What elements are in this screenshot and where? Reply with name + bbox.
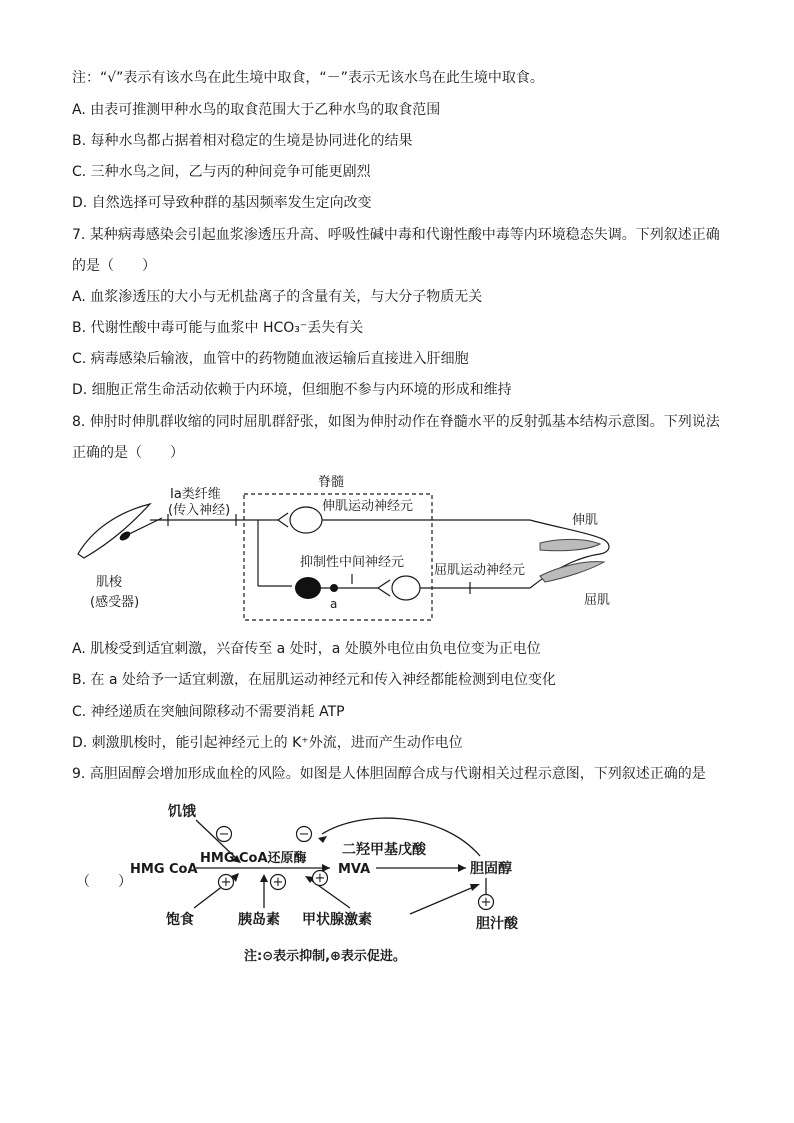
label-spindle-2: (感受器) (90, 595, 140, 610)
extensor-motor-neuron (290, 507, 322, 533)
label-flexor-neuron: 屈肌运动神经元 (434, 563, 526, 578)
q6-option-d: D. 自然选择可导致种群的基因频率发生定向改变 (72, 195, 372, 211)
label-flexor-muscle: 屈肌 (584, 593, 611, 608)
q7-stem-line2: 的是（ ） (72, 258, 156, 274)
label-point-a: a (330, 597, 338, 611)
q7-option-d: D. 细胞正常生命活动依赖于内环境，但细胞不参与内环境的形成和维持 (72, 382, 512, 398)
q8-option-d: D. 刺激肌梭时，能引起神经元上的 K⁺外流，进而产生动作电位 (72, 735, 463, 751)
label-satiety: 饱食 (166, 912, 194, 928)
label-hunger: 饥饿 (168, 804, 196, 820)
inhibit-sign-feedback-text: − (298, 827, 310, 842)
q7-stem-line1: 7. 某种病毒感染会引起血浆渗透压升高、呼吸性碱中毒和代谢性酸中毒等内环境稳态失调。下列叙述正确 (72, 227, 720, 243)
extensor-muscle-shape (540, 539, 600, 550)
flexor-muscle-shape (540, 562, 604, 582)
q6-option-c: C. 三种水鸟之间，乙与丙的种间竞争可能更剧烈 (72, 164, 371, 180)
promote-sign-satiety-text: + (220, 875, 232, 890)
muscle-spindle-shape (78, 504, 150, 558)
diagram-note: 注:⊝表示抑制,⊕表示促进。 (244, 949, 406, 964)
q8-stem-line1: 8. 伸肘时伸肌群收缩的同时屈肌群舒张，如图为伸肘动作在脊髓水平的反射弧基本结构示意图。下列说法 (72, 414, 720, 430)
label-spinal-cord: 脊髓 (318, 475, 345, 490)
promote-sign-thyroid-text: + (314, 871, 326, 886)
q8-option-b: B. 在 a 处给予一适宜刺激，在屈肌运动神经元和传入神经都能检测到电位变化 (72, 672, 556, 688)
q6-option-b: B. 每种水鸟都占据着相对稳定的生境是协同进化的结果 (72, 133, 413, 149)
label-reductase: HMG CoA还原酶 (200, 851, 307, 866)
label-hydroxy-acid: 二羟甲基戊酸 (342, 842, 426, 858)
q6-option-a: A. 由表可推测甲种水鸟的取食范围大于乙种水鸟的取食范围 (72, 102, 441, 118)
label-fiber-2: (传入神经) (168, 503, 231, 518)
inhibitory-interneuron (295, 577, 321, 599)
q8-stem-line2: 正确的是（ ） (72, 445, 184, 461)
label-extensor-neuron: 伸肌运动神经元 (322, 499, 414, 514)
label-insulin: 胰岛素 (238, 912, 280, 928)
label-extensor-muscle: 伸肌 (572, 513, 599, 528)
label-bile-acid: 胆汁酸 (476, 916, 518, 932)
label-inhibitory-neuron: 抑制性中间神经元 (300, 555, 405, 570)
label-hmg-coa: HMG CoA (130, 862, 198, 877)
q9-stem-line1: 9. 高胆固醇会增加形成血栓的风险。如图是人体胆固醇合成与代谢相关过程示意图，下列叙述正确的是 (72, 766, 706, 782)
q8-option-c: C. 神经递质在突触间隙移动不需要消耗 ATP (72, 704, 345, 720)
q6-note: 注：“√”表示有该水鸟在此生境中取食，“－”表示无该水鸟在此生境中取食。 (72, 70, 544, 86)
promote-sign-insulin-text: + (272, 875, 284, 890)
label-spindle-1: 肌梭 (96, 575, 123, 590)
cholesterol-pathway-diagram (0, 790, 794, 970)
q7-option-c: C. 病毒感染后输液，血管中的药物随血液运输后直接进入肝细胞 (72, 351, 469, 367)
label-fiber-1: Ia类纤维 (170, 487, 221, 502)
inhibit-sign-hunger-text: − (218, 827, 230, 842)
q9-bracket: （ ） (76, 874, 132, 890)
q7-option-b: B. 代谢性酸中毒可能与血浆中 HCO₃⁻丢失有关 (72, 320, 364, 336)
promote-sign-bile-text: + (480, 895, 492, 910)
label-cholesterol: 胆固醇 (470, 861, 512, 877)
label-mva: MVA (338, 862, 371, 877)
reflex-arc-diagram (0, 468, 794, 628)
q7-option-a: A. 血浆渗透压的大小与无机盐离子的含量有关，与大分子物质无关 (72, 289, 483, 305)
label-thyroid-hormone: 甲状腺激素 (302, 912, 372, 928)
q8-option-a: A. 肌梭受到适宜刺激，兴奋传至 a 处时，a 处膜外电位由负电位变为正电位 (72, 641, 541, 657)
flexor-motor-neuron (392, 576, 420, 600)
